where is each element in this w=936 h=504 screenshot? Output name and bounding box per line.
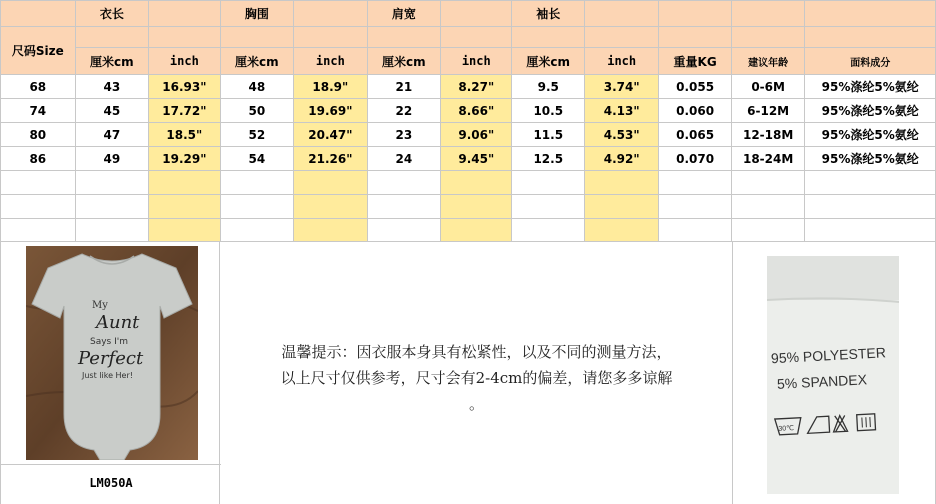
age-cell: 6-12M (731, 99, 805, 123)
age-cell: 0-6M (731, 75, 805, 99)
header-fabric: 面料成分 (805, 48, 936, 75)
chest-inch-cell: 20.47" (294, 123, 368, 147)
header-shoulder-cm: 厘米cm (367, 48, 440, 75)
care-label-line: 5% SPANDEX (776, 371, 868, 392)
size-table (0, 0, 936, 242)
age-cell: 18-24M (731, 147, 805, 171)
sleeve-inch-cell: 4.92" (585, 147, 659, 171)
weight-cell: 0.055 (659, 75, 732, 99)
onesie-text-line: Says I'm (90, 337, 128, 347)
product-photo-cell (0, 241, 220, 504)
disclaimer-line: 。 (468, 395, 484, 413)
shoulder-inch-cell: 9.45" (441, 147, 512, 171)
chest-cm-cell: 48 (220, 75, 293, 99)
chest-inch-cell: 18.9" (294, 75, 368, 99)
onesie-illustration (26, 246, 198, 460)
care-label-cell (733, 241, 936, 504)
header-sleeve-inch: inch (585, 48, 659, 75)
header-chest: 胸围 (220, 1, 293, 27)
header-empty-cell (294, 1, 368, 27)
size-disclaimer (220, 339, 733, 417)
header-length: 衣长 (75, 1, 148, 27)
header-empty-cell (1, 1, 76, 27)
header-shoulder-inch: inch (441, 48, 512, 75)
header-length-inch: inch (149, 48, 221, 75)
header-empty-cell (805, 1, 936, 27)
bottom-panel (0, 241, 936, 504)
sleeve-cm-cell: 11.5 (512, 123, 585, 147)
sleeve-inch-cell: 3.74" (585, 75, 659, 99)
shoulder-inch-cell: 8.66" (441, 99, 512, 123)
header-empty-cell (585, 1, 659, 27)
header-shoulder: 肩宽 (367, 1, 440, 27)
header-empty-cell (75, 27, 148, 48)
header-empty-cell (731, 27, 805, 48)
table-row (1, 147, 936, 171)
empty-row (1, 171, 936, 195)
empty-row (1, 195, 936, 219)
wash-temp-label: 30℃ (778, 425, 795, 433)
sleeve-inch-cell: 4.13" (585, 99, 659, 123)
header-empty-cell (585, 27, 659, 48)
header-empty-cell (659, 1, 732, 27)
size-cell: 68 (1, 75, 76, 99)
chest-inch-cell: 19.69" (294, 99, 368, 123)
shoulder-cm-cell: 24 (367, 147, 440, 171)
age-cell: 12-18M (731, 123, 805, 147)
length-cm-cell: 49 (75, 147, 148, 171)
header-sleeve-cm: 厘米cm (512, 48, 585, 75)
fabric-cell: 95%涤纶5%氨纶 (805, 75, 936, 99)
onesie-text-line: Just like Her! (82, 371, 133, 380)
sleeve-cm-cell: 12.5 (512, 147, 585, 171)
care-label-line: 95% POLYESTER (770, 344, 887, 367)
onesie-text-line: My (92, 300, 108, 311)
weight-cell: 0.060 (659, 99, 732, 123)
header-size: 尺码Size (1, 27, 76, 75)
product-photo (26, 246, 198, 460)
cell-divider (1, 464, 221, 465)
header-empty-cell (220, 27, 293, 48)
disclaimer-line: 以上尺寸仅供参考，尺寸会有2-4cm的偏差，请您多多谅解 (280, 369, 673, 387)
shoulder-inch-cell: 9.06" (441, 123, 512, 147)
shoulder-cm-cell: 22 (367, 99, 440, 123)
header-length-cm: 厘米cm (75, 48, 148, 75)
header-empty-cell (512, 27, 585, 48)
header-chest-cm: 厘米cm (220, 48, 293, 75)
header-empty-cell (294, 27, 368, 48)
chest-inch-cell: 21.26" (294, 147, 368, 171)
sleeve-inch-cell: 4.53" (585, 123, 659, 147)
header-empty-cell (367, 27, 440, 48)
length-cm-cell: 45 (75, 99, 148, 123)
header-weight: 重量KG (659, 48, 732, 75)
care-label-illustration (767, 256, 899, 494)
weight-cell: 0.065 (659, 123, 732, 147)
header-empty-cell (441, 27, 512, 48)
shoulder-cm-cell: 23 (367, 123, 440, 147)
size-cell: 86 (1, 147, 76, 171)
sleeve-cm-cell: 9.5 (512, 75, 585, 99)
chest-cm-cell: 54 (220, 147, 293, 171)
onesie-text-line: Perfect (78, 348, 144, 369)
header-empty-cell (149, 1, 221, 27)
header-row-groups (1, 1, 936, 27)
size-cell: 74 (1, 99, 76, 123)
shoulder-inch-cell: 8.27" (441, 75, 512, 99)
table-row (1, 75, 936, 99)
header-age: 建议年龄 (731, 48, 805, 75)
disclaimer-line: 温馨提示：因衣服本身具有松紧性，以及不同的测量方法， (281, 343, 672, 361)
chest-cm-cell: 52 (220, 123, 293, 147)
header-units-row (1, 48, 936, 75)
fabric-cell: 95%涤纶5%氨纶 (805, 123, 936, 147)
empty-row (1, 219, 936, 242)
header-empty-cell (659, 27, 732, 48)
care-label-photo (767, 256, 899, 494)
sku-label: LM050A (89, 476, 133, 490)
onesie-text-line: Aunt (96, 312, 140, 333)
length-cm-cell: 47 (75, 123, 148, 147)
header-empty-cell (441, 1, 512, 27)
header-chest-inch: inch (294, 48, 368, 75)
chest-cm-cell: 50 (220, 99, 293, 123)
size-cell: 80 (1, 123, 76, 147)
shoulder-cm-cell: 21 (367, 75, 440, 99)
fabric-cell: 95%涤纶5%氨纶 (805, 99, 936, 123)
header-empty-cell (149, 27, 221, 48)
sleeve-cm-cell: 10.5 (512, 99, 585, 123)
length-inch-cell: 17.72" (149, 99, 221, 123)
header-empty-cell (805, 27, 936, 48)
length-cm-cell: 43 (75, 75, 148, 99)
table-row (1, 99, 936, 123)
fabric-cell: 95%涤纶5%氨纶 (805, 147, 936, 171)
length-inch-cell: 18.5" (149, 123, 221, 147)
header-spacer-row (1, 27, 936, 48)
header-sleeve: 袖长 (512, 1, 585, 27)
note-cell (220, 241, 733, 504)
table-row (1, 123, 936, 147)
header-empty-cell (731, 1, 805, 27)
weight-cell: 0.070 (659, 147, 732, 171)
length-inch-cell: 16.93" (149, 75, 221, 99)
length-inch-cell: 19.29" (149, 147, 221, 171)
